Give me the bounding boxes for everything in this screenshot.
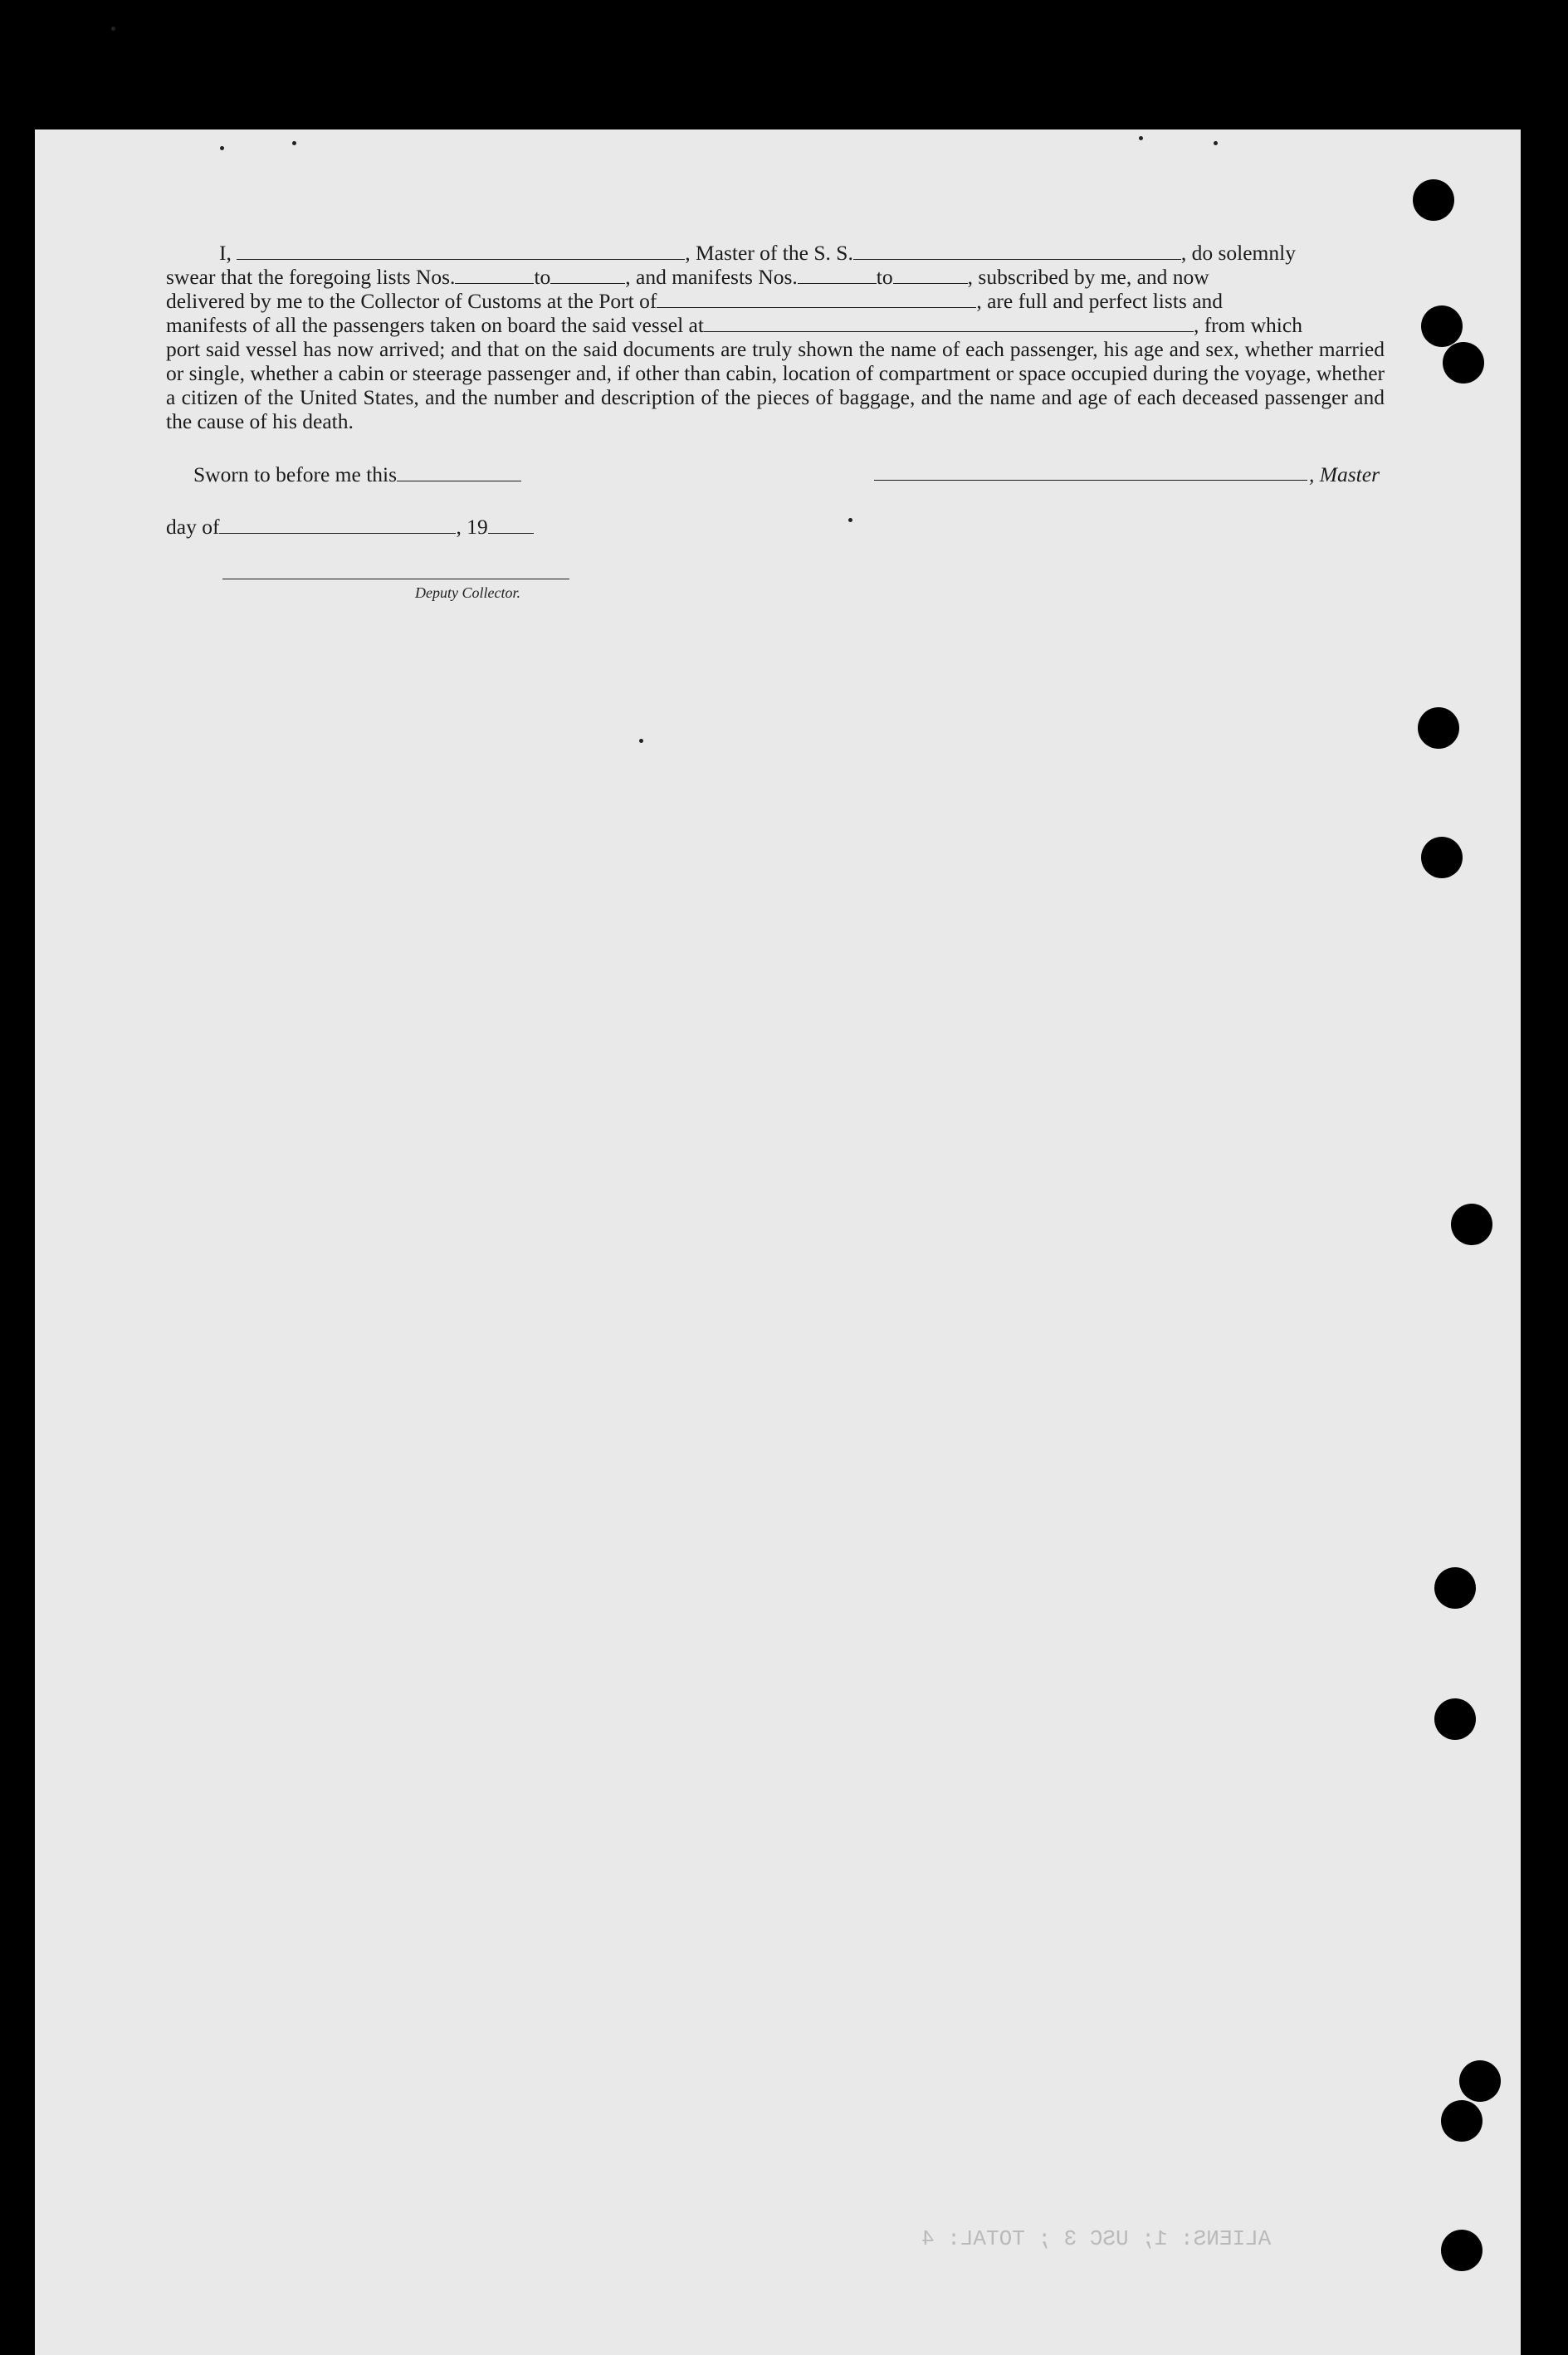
port-blank — [657, 291, 976, 308]
punch-hole — [1434, 1698, 1476, 1740]
oath-paragraph — [166, 241, 1385, 433]
sworn-line — [193, 462, 521, 487]
day-of-label: day of — [166, 515, 220, 539]
punch-hole — [1441, 2230, 1483, 2271]
speck — [220, 146, 224, 150]
master-name-blank — [237, 242, 685, 260]
punch-hole — [1451, 1204, 1492, 1245]
lists-from-blank — [455, 266, 534, 284]
punch-hole — [1443, 342, 1484, 384]
year-blank — [488, 516, 534, 534]
ship-name-blank — [853, 242, 1181, 260]
bleed-through-text: ALIENS: 1; USC 3 ; TOTAL: 4 — [921, 2226, 1272, 2251]
oath-to-1: to — [534, 265, 551, 289]
manifests-to-blank — [893, 266, 968, 284]
punch-hole — [1413, 179, 1454, 221]
punch-hole — [1418, 707, 1459, 749]
month-blank — [219, 516, 456, 534]
oath-swear: swear that the foregoing lists Nos. — [166, 265, 456, 289]
manifests-from-blank — [798, 266, 877, 284]
oath-manifests-all: manifests of all the passengers taken on board the said vessel at — [166, 313, 704, 337]
speck — [848, 518, 852, 522]
speck — [111, 27, 115, 31]
master-label: , Master — [1309, 462, 1380, 486]
oath-full-perfect: , are full and perfect lists and — [976, 289, 1224, 313]
speck — [1214, 141, 1218, 145]
sworn-label: Sworn to before me this — [193, 462, 398, 486]
oath-do-solemnly: , do solemnly — [1180, 241, 1296, 265]
punch-hole — [1434, 1567, 1476, 1609]
punch-hole — [1459, 2060, 1501, 2102]
speck — [1139, 136, 1143, 140]
lists-to-blank — [550, 266, 625, 284]
embark-port-blank — [704, 315, 1194, 332]
punch-hole — [1421, 305, 1463, 347]
oath-body: port said vessel has now arrived; and that on the said documents are truly shown the name of each passenger, his age and sex, whether married or single, whether a cabin or steerage passenger and, if other than cabin, location of compartment or space occupied during the voyage, whether a citizen of the United States, and the number and description of the pieces of baggage, and the name and age of each deceased passenger and the cause of his death. — [166, 337, 1385, 433]
sworn-day-blank — [397, 464, 521, 481]
oath-intro: I, — [219, 241, 232, 265]
speck — [292, 141, 296, 145]
speck — [639, 739, 643, 743]
oath-to-2: to — [876, 265, 893, 289]
day-of-line — [166, 515, 534, 540]
punch-hole — [1421, 837, 1463, 878]
punch-hole — [1441, 2100, 1483, 2142]
oath-master-of-ss: , Master of the S. S. — [685, 241, 853, 265]
oath-subscribed: , subscribed by me, and now — [967, 265, 1209, 289]
oath-delivered: delivered by me to the Collector of Customs at the Port of — [166, 289, 657, 313]
year-prefix: , 19 — [456, 515, 488, 539]
oath-from-which: , from which — [1193, 313, 1302, 337]
master-signature-line — [874, 480, 1307, 481]
deputy-collector-label: Deputy Collector. — [415, 584, 520, 601]
oath-and-manifests: , and manifests Nos. — [625, 265, 798, 289]
